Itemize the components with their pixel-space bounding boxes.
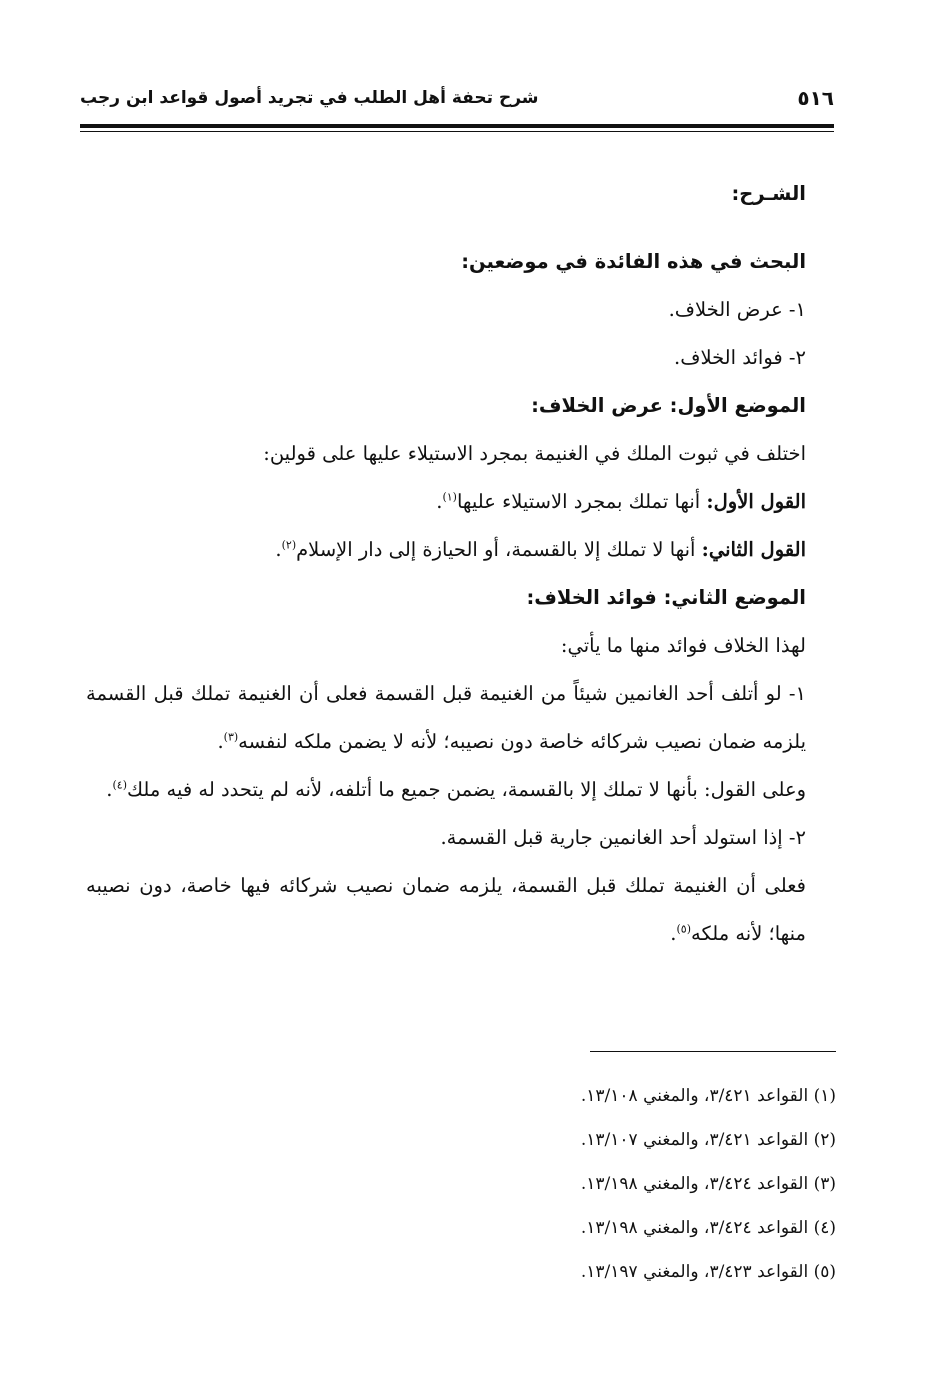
opinion-1-label: القول الأول:	[706, 490, 806, 513]
section-1-title: الموضع الأول: عرض الخلاف:	[531, 394, 806, 417]
footnote-separator	[590, 1051, 836, 1052]
opinion-1: القول الأول: أنها تملك بمجرد الاستيلاء عليها$^{(١)}$.	[436, 490, 806, 513]
footnotes	[86, 1074, 836, 1294]
benefit-2-second-text: فعلى أن الغنيمة تملك قبل القسمة، يلزمه ضمان نصيب شركائه فيها خاصة، دون نصيبه منها؛ لأنه ملكه	[86, 874, 806, 945]
section-2-title: الموضع الثاني: فوائد الخلاف:	[526, 586, 806, 609]
section-1-text: اختلف في ثبوت الملك في الغنيمة بمجرد الاستيلاء عليها على قولين:	[263, 442, 806, 465]
list-item: ١- عرض الخلاف.	[668, 298, 806, 321]
benefit-2-second-paragraph: فعلى أن الغنيمة تملك قبل القسمة، يلزمه ضمان نصيب شركائه فيها خاصة، دون نصيبه منها؛ لأنه ملكه$^{(٥)}$.	[86, 874, 806, 945]
footnote: (٢) القواعد ٣/٤٢١، والمغني ١٣/١٠٧.	[580, 1130, 836, 1150]
footnote-ref-5: (٥)	[676, 922, 692, 936]
list-item: ٢- فوائد الخلاف.	[674, 346, 806, 369]
header-rule-thick	[80, 124, 834, 128]
footnote-ref-4: (٤)	[112, 778, 127, 792]
opinion-1-text: أنها تملك بمجرد الاستيلاء عليها	[456, 490, 707, 513]
benefit-1-second-text: وعلى القول: بأنها لا تملك إلا بالقسمة، يضمن جميع ما أتلفه، لأنه لم يتحدد له فيه ملك	[126, 778, 806, 801]
footnote-ref-2: (٢)	[281, 538, 297, 552]
header-rule-thin	[80, 131, 834, 132]
footnote: (٥) القواعد ٣/٤٢٣، والمغني ١٣/١٩٧.	[580, 1262, 836, 1282]
footnote: (٤) القواعد ٣/٤٢٤، والمغني ١٣/١٩٨.	[580, 1218, 836, 1238]
benefit-2-paragraph: ٢- إذا استولد أحد الغانمين جارية قبل القسمة.	[440, 826, 806, 849]
benefit-1-text: ١- لو أتلف أحد الغانمين شيئاً من الغنيمة قبل القسمة فعلى أن الغنيمة تملك قبل القسمة يلزمه ضمان نصيب شركائه خاصة دون نصيبه؛ لأنه لا يضمن ملكه لنفسه	[86, 682, 806, 753]
page-number: ٥١٦	[797, 86, 834, 110]
main-text	[86, 170, 806, 958]
footnote: (١) القواعد ٣/٤٢١، والمغني ١٣/١٠٨.	[580, 1086, 836, 1106]
running-title: شرح تحفة أهل الطلب في تجريد أصول قواعد ابن رجب	[80, 88, 539, 108]
benefit-1-paragraph: ١- لو أتلف أحد الغانمين شيئاً من الغنيمة قبل القسمة فعلى أن الغنيمة تملك قبل القسمة يلزمه ضمان نصيب شركائه خاصة دون نصيبه؛ لأنه لا يضمن ملكه لنفسه$^{(٣)}$.	[86, 682, 806, 753]
intro-heading: البحث في هذه الفائدة في موضعين:	[461, 250, 806, 273]
footnote-ref-1: (١)	[442, 490, 457, 504]
section-2-text: لهذا الخلاف فوائد منها ما يأتي:	[560, 634, 806, 657]
benefit-1-second-paragraph: وعلى القول: بأنها لا تملك إلا بالقسمة، يضمن جميع ما أتلفه، لأنه لم يتحدد له فيه ملك$^{(٤)}$.	[106, 778, 806, 801]
opinion-2-label: القول الثاني:	[701, 538, 806, 561]
commentary-heading: الشـرح:	[731, 182, 806, 205]
footnote: (٣) القواعد ٣/٤٢٤، والمغني ١٣/١٩٨.	[580, 1174, 836, 1194]
page-header	[80, 86, 834, 120]
opinion-2: القول الثاني: أنها لا تملك إلا بالقسمة، أو الحيازة إلى دار الإسلام$^{(٢)}$.	[275, 538, 806, 561]
footnote-ref-3: (٣)	[223, 730, 239, 744]
opinion-2-text: أنها لا تملك إلا بالقسمة، أو الحيازة إلى دار الإسلام	[296, 538, 702, 561]
